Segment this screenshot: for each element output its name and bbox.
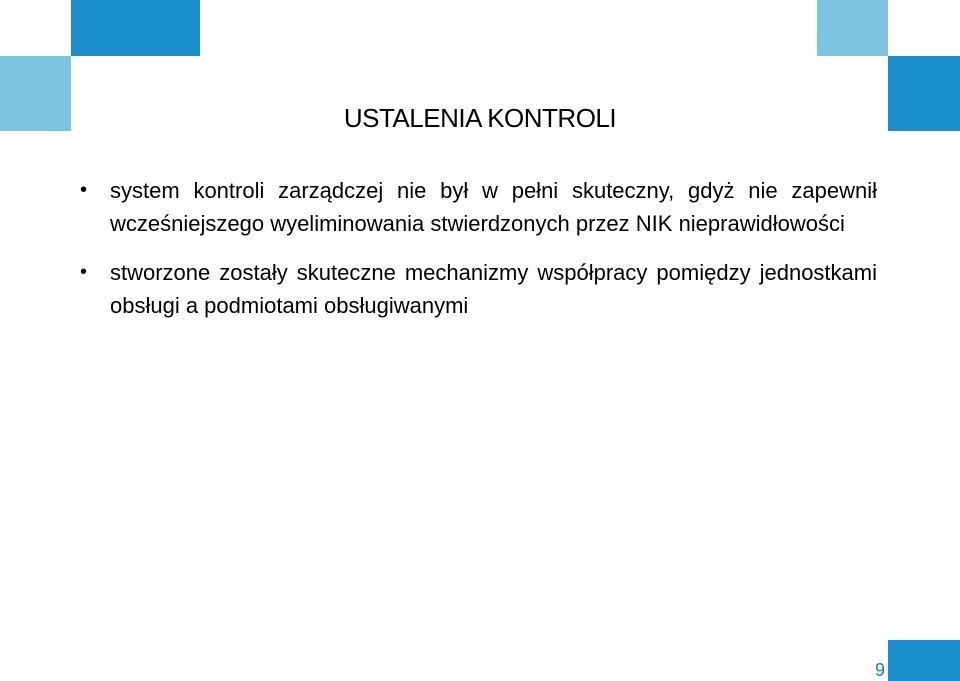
bullet-marker: •	[80, 261, 88, 283]
decor-square-bottom-right-dark	[888, 640, 960, 681]
bullet-item	[80, 174, 877, 240]
bullet-marker: •	[80, 179, 88, 201]
decor-square-top-left-dark	[71, 0, 200, 56]
bullet-list	[80, 174, 877, 338]
bullet-item	[80, 256, 877, 322]
decor-square-top-right-light	[817, 0, 888, 56]
slide-title-text: USTALENIA KONTROLI	[343, 103, 617, 133]
bullet-text: stworzone zostały skuteczne mechanizmy współpracy pomiędzy jednostkami obsługi a podmiotami obsługiwanymi	[110, 260, 877, 318]
slide-title	[0, 100, 960, 136]
bullet-text: system kontroli zarządczej nie był w pełni skuteczny, gdyż nie zapewnił wcześniejszego wyeliminowania stwierdzonych przez NIK nieprawidłowości	[110, 178, 877, 236]
page-number: 9	[874, 660, 885, 680]
